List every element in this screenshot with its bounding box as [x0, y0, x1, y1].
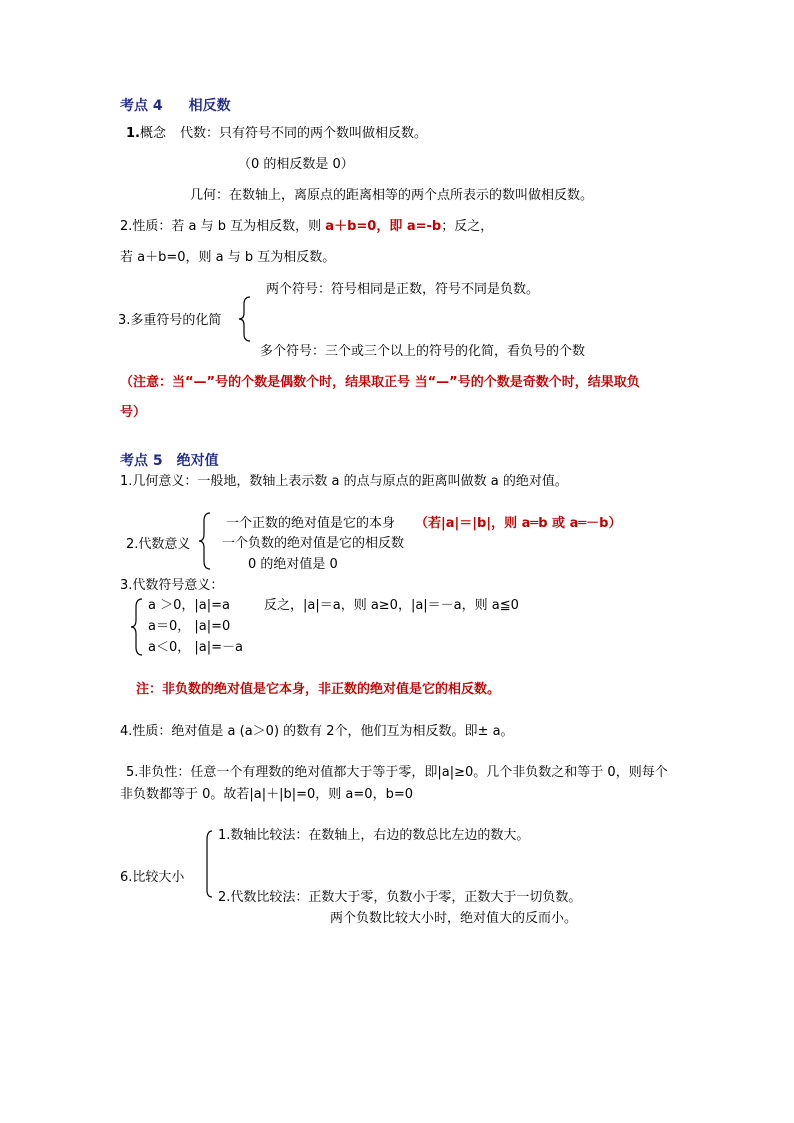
- property-line: [120, 218, 493, 236]
- converse-rule: 反之，|a|＝a，则 a≥0，|a|＝－a，则 a≦0: [264, 598, 519, 613]
- zero-rule: 0 的绝对值是 0: [248, 557, 338, 572]
- sign-note-line1: （注意：当“—”号的个数是偶数个时，结果取正号 当“—”号的个数是奇数个时，结果取负: [120, 375, 640, 390]
- equal-abs-note: （若|a|＝|b|，则 a═b 或 a═－b）: [415, 516, 622, 531]
- sign-note-line2: 号）: [120, 405, 147, 420]
- brace-icon: [198, 512, 212, 570]
- case-negative: a＜0， |a|=－a: [148, 640, 243, 655]
- property-formula: a＋b=0，即 a=-b: [325, 219, 442, 234]
- zero-opposite-note: （0 的相反数是 0）: [238, 157, 354, 172]
- compare-label: 6.比较大小: [120, 870, 185, 885]
- item-number: 1.: [126, 126, 140, 141]
- geometric-meaning: 1.几何意义：一般地，数轴上表示数 a 的点与原点的距离叫做数 a 的绝对值。: [120, 474, 568, 489]
- brace-icon: [130, 598, 144, 656]
- section-number: 考点 4: [120, 98, 163, 114]
- multiple-signs-label: 3.多重符号的化简: [118, 313, 222, 328]
- number-line-comparison: 1.数轴比较法：在数轴上，右边的数总比左边的数大。: [218, 828, 530, 843]
- algebraic-definition: 代数：只有符号不同的两个数叫做相反数。: [180, 126, 428, 141]
- abs-property: 4.性质：绝对值是 a (a＞0) 的数有 2个，他们互为相反数。即± a。: [120, 724, 514, 739]
- negative-comparison: 两个负数比较大小时，绝对值大的反而小。: [330, 911, 578, 926]
- geometric-definition: 几何：在数轴上，离原点的距离相等的两个点所表示的数叫做相反数。: [190, 188, 594, 203]
- concept-line: [126, 125, 427, 143]
- property-converse: 若 a＋b=0，则 a 与 b 互为相反数。: [120, 250, 336, 265]
- brace-icon: [238, 296, 252, 342]
- case-positive: a ＞0，|a|=a: [148, 598, 230, 613]
- nonnegativity-line2: 非负数都等于 0。故若|a|＋|b|=0，则 a=0，b=0: [120, 787, 413, 802]
- nonnegative-note: 注：非负数的绝对值是它本身，非正数的绝对值是它的相反数。: [136, 682, 501, 697]
- property-prefix: 2.性质：若 a 与 b 互为相反数，则: [120, 219, 326, 234]
- section-name: 绝对值: [176, 453, 219, 469]
- algebraic-comparison: 2.代数比较法：正数大于零，负数小于零，正数大于一切负数。: [218, 890, 582, 905]
- negative-rule: 一个负数的绝对值是它的相反数: [222, 536, 405, 551]
- brace-icon: [202, 830, 214, 898]
- section-title-k5: [120, 452, 219, 470]
- section-name: 相反数: [188, 98, 231, 114]
- section-title-k4: [120, 97, 231, 115]
- section-number: 考点 5: [120, 453, 163, 469]
- algebraic-meaning-positive: [226, 515, 621, 533]
- property-suffix: ；反之，: [441, 219, 494, 234]
- sign-meaning-label: 3.代数符号意义：: [120, 578, 224, 593]
- case-zero: a＝0， |a|=0: [148, 619, 231, 634]
- positive-rule: 一个正数的绝对值是它的本身: [226, 516, 396, 531]
- algebraic-meaning-label: 2.代数意义: [126, 537, 191, 552]
- two-signs-rule: 两个符号：符号相同是正数，符号不同是负数。: [266, 282, 540, 297]
- nonnegativity-line1: 5.非负性：任意一个有理数的绝对值都大于等于零，即|a|≥0。几个非负数之和等于 0，则每个: [126, 765, 668, 780]
- many-signs-rule: 多个符号：三个或三个以上的符号的化简，看负号的个数: [260, 344, 586, 359]
- concept-label: 概念: [139, 126, 166, 141]
